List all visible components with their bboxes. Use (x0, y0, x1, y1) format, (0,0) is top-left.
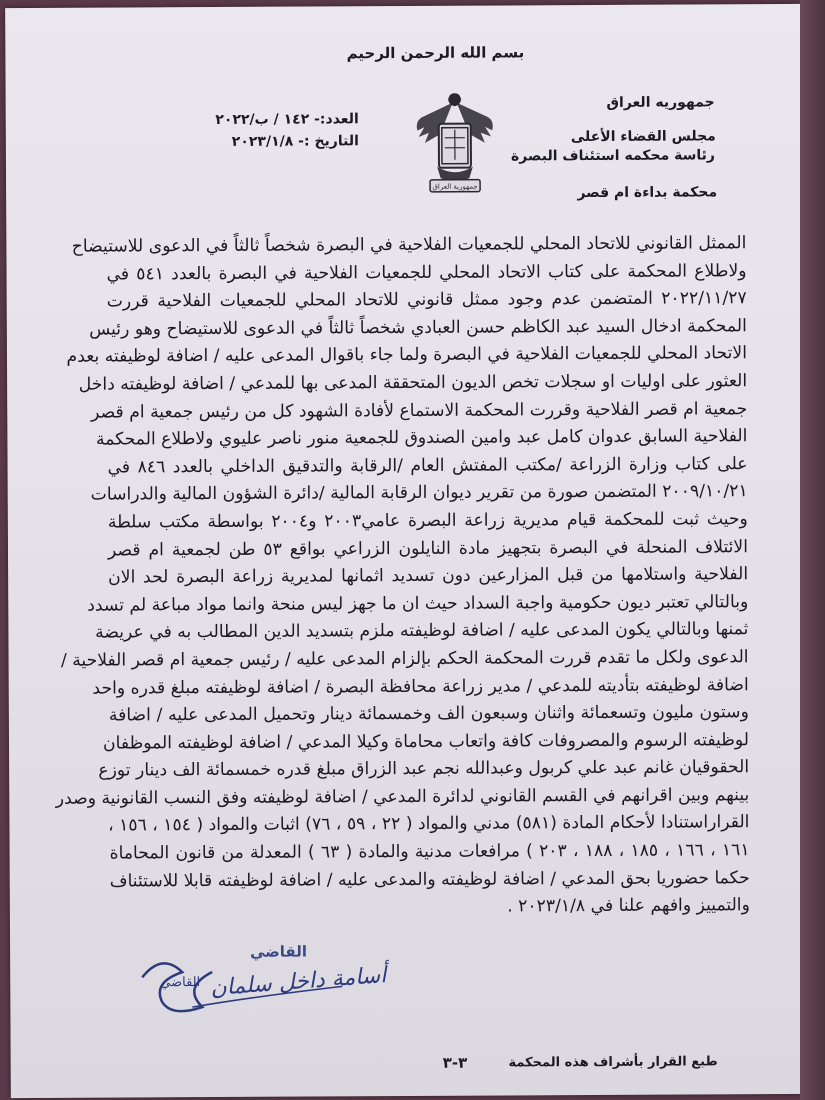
body-line: الفلاحية السابق عدوان كامل عبد وامين الصندوق للجمعية منور ناصر عليوي ولاطلاع المحكمة (95, 426, 748, 450)
header-court: محكمة بداءة ام قصر (577, 184, 718, 202)
body-line: لوظيفته الرسوم والمصروفات كافة واتعاب محاماة وكيلا المدعي / اضافة لوظيفته الموظفان (102, 729, 750, 754)
body-line: اضافة لوظيفته بتأديته للمدعي / مدير زراعة محافظة البصرة / اضافة لوظيفته مبلغ قدره واحد (92, 674, 749, 699)
header-council: مجلس القضاء الأعلى (570, 128, 716, 146)
body-line: على كتاب وزارة الزراعة /مكتب المفتش العام /الرقابة والتدقيق الداخلي بالعدد ٨٤٦ في (107, 453, 748, 478)
body-line: ولاطلاع المحكمة على كتاب الاتحاد المحلي للجمعيات الفلاحية في البصرة بالعدد ٥٤١ في (106, 260, 747, 285)
judgment-body (55, 230, 750, 923)
footer-note: طبع القرار بأشراف هذه المحكمة (508, 1054, 718, 1071)
body-line: الاتحاد المحلي للجمعيات الفلاحية في البصرة ولما جاء باقوال المدعى عليه / اضافة لوظيفته بعدم (66, 343, 748, 368)
header-country: جمهوريه العراق (606, 94, 715, 111)
document-date: التاريخ :- ٢٠٢٣/١/٨ (231, 133, 359, 150)
body-line: العثور على اوليات او سجلات تخص الديون المتحققة المدعى بها للمدعي / اضافة لوظيفته داخل (78, 371, 748, 395)
body-line: الفلاحية واستلامها من قبل المزارعين دون تسديد اثمانها لمديرية زراعة البصرة لحد الان (108, 564, 749, 588)
page-number: ٣-٣ (442, 1053, 468, 1072)
document-number: العدد:- ١٤٢ / ب/٢٠٢٢ (215, 111, 359, 128)
iraq-eagle-emblem-icon (414, 88, 497, 200)
body-line-last: والتمييز وافهم علنا في ٢٠٢٣/١/٨ . (507, 895, 750, 917)
body-line: بينهم وبين اقرانهم في القسم القانوني لدائرة المدعي / اضافة لوظيفته وفق النسب القانونية وصدر (55, 785, 750, 809)
body-line: ١٦١ ، ١٦٦ ، ١٨٥ ، ١٨٨ ، ٢٠٣ ) مرافعات مدنية والمادة ( ٦٣ ) المعدلة من قانون المحاماة (109, 840, 750, 864)
body-line: جمعية ام قصر الفلاحية وقررت المحكمة الاستماع لأفادة الشهود كل من رئيس جمعية ام قصر (91, 398, 748, 423)
body-line: وحيث ثبت للمحكمة قيام مديرية زراعة البصرة عامي٢٠٠٣ و٢٠٠٤ بواسطة مكتب سلطة (107, 509, 748, 533)
body-line: وستون مليون وتسعمائة واثنان وسبعون الف وخمسمائة دينار وتحميل المدعى عليه / اضافة (108, 702, 749, 726)
body-line: ٢٠٢٢/١١/٢٧ المتضمن عدم وجود ممثل قانوني للاتحاد المحلي للجمعيات الفلاحية قررت (106, 288, 747, 312)
document-page (5, 4, 806, 1098)
body-line: حكما حضوريا بحق المدعي / اضافة لوظيفته والمدعى عليه / اضافة لوظيفته قابلا للاستئناف (109, 867, 750, 892)
judge-label: القاضي (160, 975, 201, 991)
body-line: الائتلاف المنحلة في البصرة بتجهيز مادة النايلون الزراعي بواقع ٥٣ طن لجمعية ام قصر (107, 536, 749, 561)
background-edge (800, 0, 825, 1100)
emblem-label: جمهورية العراق (432, 182, 478, 191)
judge-name: أسامة داخل سلمان (209, 962, 388, 1002)
basmala: بسم الله الرحمن الرحيم (346, 43, 525, 63)
body-line: المحكمة ادخال السيد عبد الكاظم حسن العبادي شخصاً ثالثاً في الدعوى للاستيضاح وهو رئيس (89, 315, 747, 340)
body-line: القراراستنادا لأحكام المادة (٥٨١) مدني والمواد ( ٢٢ ، ٥٩ ، ٧٦) اثبات والمواد ( ١٥٤ ، ١٥٦ ، (108, 812, 750, 837)
header-appeal-court: رئاسة محكمه استئناف البصرة (510, 147, 715, 165)
judge-title: القاضي (250, 942, 308, 961)
body-line: وبالتالي تعتبر ديون حكومية واجبة السداد حيث ان ما جهز ليس منحة وانما مواد مباعة لم تسدد (87, 591, 749, 616)
body-line: ثمنها وبالتالي يكون المدعى عليه / اضافة لوظيفته ملزم بتسديد الدين المطالب به في عريضة (95, 619, 749, 643)
body-line: الدعوى ولكل ما تقدم قررت المحكمة الحكم بإلزام المدعى عليه / رئيس جمعية ام قصر الفلاحية / (60, 647, 749, 671)
body-line: الممثل القانوني للاتحاد المحلي للجمعيات الفلاحية في البصرة شخصاً ثالثاً في الدعوى للاستيضاح (71, 233, 747, 257)
body-line: ٢٠٠٩/١٠/٢١ المتضمن صورة من تقرير ديوان الرقابة المالية /دائرة الشؤون المالية والدراسات (90, 481, 748, 505)
body-line: الحقوقيان غانم عبد علي كربول وعبدالله نجم عبد الزراق مبلغ قدره خمسمائة الف دينار توزع (98, 757, 750, 781)
